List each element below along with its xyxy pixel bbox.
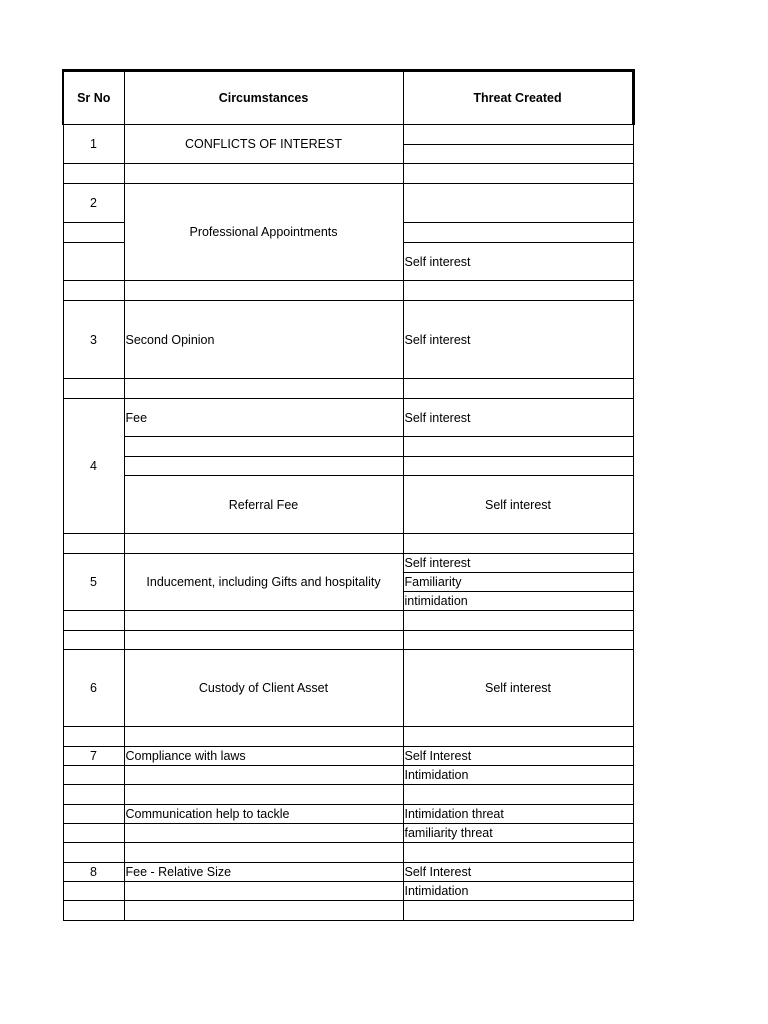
table-row <box>63 766 633 785</box>
threat-cell: Self interest <box>403 476 633 534</box>
table-row <box>63 863 633 882</box>
table-row <box>63 437 633 457</box>
threat-cell: Self interest <box>403 399 633 437</box>
table-row <box>63 882 633 901</box>
header-threat-created: Threat Created <box>403 71 633 125</box>
threat-cell: Intimidation <box>403 766 633 785</box>
threat-cell <box>403 145 633 164</box>
table-row <box>63 301 633 379</box>
circumstance-cell: Communication help to tackle <box>124 805 403 824</box>
sr-no-cell: 3 <box>63 301 124 379</box>
header-row <box>63 71 633 125</box>
table-row <box>63 457 633 476</box>
spacer-row <box>63 534 633 554</box>
threat-cell: Familiarity <box>403 573 633 592</box>
sr-no-cell: 1 <box>63 125 124 164</box>
table-row <box>63 650 633 727</box>
threat-cell: intimidation <box>403 592 633 611</box>
spacer-row <box>63 281 633 301</box>
threat-cell: Self interest <box>403 650 633 727</box>
threat-cell: familiarity threat <box>403 824 633 843</box>
table-row <box>63 824 633 843</box>
spacer-row <box>63 785 633 805</box>
table-row <box>63 805 633 824</box>
spacer-row <box>63 901 633 921</box>
table-row <box>63 554 633 573</box>
spreadsheet <box>62 69 632 921</box>
sr-no-cell: 6 <box>63 650 124 727</box>
header-circumstances: Circumstances <box>124 71 403 125</box>
spacer-row <box>63 843 633 863</box>
sr-no-cell: 8 <box>63 863 124 882</box>
table-row <box>63 184 633 223</box>
circumstance-cell: Compliance with laws <box>124 747 403 766</box>
circumstance-cell: Fee <box>124 399 403 437</box>
spacer-row <box>63 611 633 631</box>
circumstance-cell: CONFLICTS OF INTEREST <box>124 125 403 164</box>
table-row <box>63 399 633 437</box>
sr-no-cell: 7 <box>63 747 124 766</box>
circumstance-cell: Custody of Client Asset <box>124 650 403 727</box>
spacer-row <box>63 631 633 650</box>
threat-cell <box>403 223 633 243</box>
threat-cell: Self interest <box>403 301 633 379</box>
header-sr-no: Sr No <box>63 71 124 125</box>
spacer-row <box>63 379 633 399</box>
threat-cell <box>403 184 633 223</box>
sr-no-cell: 4 <box>63 399 124 534</box>
threat-cell: Self interest <box>403 554 633 573</box>
threat-cell: Self Interest <box>403 747 633 766</box>
sr-no-cell: 2 <box>63 184 124 223</box>
threat-cell: Self interest <box>403 243 633 281</box>
circumstance-cell: Professional Appointments <box>124 184 403 281</box>
spacer-row <box>63 164 633 184</box>
threat-cell <box>403 125 633 145</box>
spacer-row <box>63 727 633 747</box>
table-row <box>63 125 633 145</box>
threat-cell: Intimidation <box>403 882 633 901</box>
sr-no-cell: 5 <box>63 554 124 611</box>
threat-cell: Intimidation threat <box>403 805 633 824</box>
circumstance-cell: Fee - Relative Size <box>124 863 403 882</box>
table-row <box>63 476 633 534</box>
circumstance-cell: Inducement, including Gifts and hospitality <box>124 554 403 611</box>
threats-table <box>62 69 635 921</box>
circumstance-cell: Referral Fee <box>124 476 403 534</box>
circumstance-cell: Second Opinion <box>124 301 403 379</box>
table-row <box>63 747 633 766</box>
threat-cell: Self Interest <box>403 863 633 882</box>
